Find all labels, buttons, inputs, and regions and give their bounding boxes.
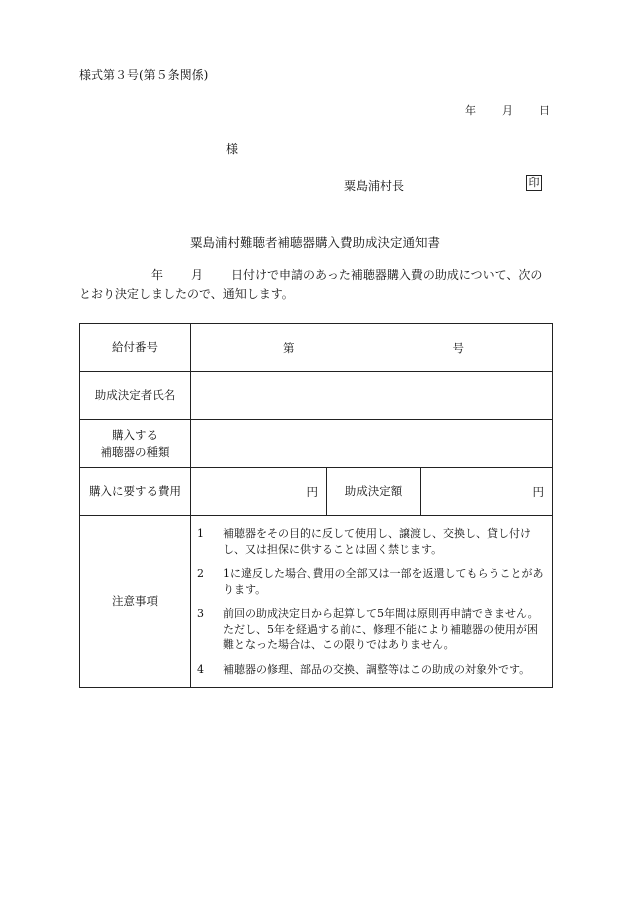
- device-type-field[interactable]: [191, 420, 553, 468]
- grant-form-table: [79, 323, 553, 688]
- recipient-name-field[interactable]: [191, 372, 553, 420]
- body-month-label: 月: [191, 268, 204, 282]
- date-year-label: 年: [465, 104, 476, 117]
- table-row-recipient: [80, 372, 553, 420]
- note-item: [197, 566, 546, 597]
- note-item: [197, 606, 546, 653]
- note-text: 前回の助成決定日から起算して5年間は原則再申請できません。ただし、5年を経過する前に、修理不能により補聴器の使用が困難となった場合は、この限りではありません。: [223, 607, 539, 651]
- grant-number-field[interactable]: [191, 324, 553, 372]
- purchase-cost-field[interactable]: [191, 468, 327, 516]
- seal-mark: 印: [526, 175, 542, 191]
- date-line: [465, 102, 550, 118]
- note-text: 補聴器をその目的に反して使用し、譲渡し、交換し、貸し付けし、又は担保に供することは固く禁じます。: [223, 527, 531, 556]
- note-number: 1: [197, 527, 204, 540]
- note-number: 2: [197, 567, 204, 580]
- device-type-label-line1: 購入する: [112, 427, 158, 442]
- notes-label: 注意事項: [80, 516, 191, 688]
- recipient-name-label: 助成決定者氏名: [80, 372, 191, 420]
- purchase-cost-label: 購入に要する費用: [80, 468, 191, 516]
- body-year-label: 年: [151, 268, 164, 282]
- purchase-cost-unit: 円: [306, 484, 318, 499]
- device-type-label: [80, 420, 191, 468]
- table-row-notes: [80, 516, 553, 688]
- table-row-grant-number: [80, 324, 553, 372]
- form-number: 様式第３号(第５条関係): [79, 68, 209, 82]
- device-type-label-line2: 補聴器の種類: [100, 444, 170, 459]
- note-item: [197, 662, 546, 678]
- grant-number-suffix: 号: [452, 340, 464, 355]
- note-text: 補聴器の修理、部品の交換、調整等はこの助成の対象外です。: [223, 662, 531, 676]
- note-number: 3: [197, 607, 204, 620]
- document-title: 粟島浦村難聴者補聴器購入費助成決定通知書: [189, 235, 440, 250]
- note-item: [197, 526, 546, 557]
- body-paragraph: [79, 266, 552, 304]
- note-number: 4: [197, 662, 204, 676]
- grant-amount-label: 助成決定額: [327, 468, 421, 516]
- grant-amount-unit: 円: [532, 484, 544, 499]
- addressee-suffix: 様: [226, 142, 239, 156]
- issuer-name: 粟島浦村長: [344, 179, 405, 193]
- notes-list: [191, 516, 553, 688]
- grant-amount-field[interactable]: [421, 468, 553, 516]
- table-row-amounts: [80, 468, 553, 516]
- date-day-label: 日: [539, 104, 550, 117]
- note-text: 1に違反した場合､費用の全部又は一部を返還してもらうことがあります。: [223, 567, 544, 596]
- date-month-label: 月: [502, 104, 513, 117]
- grant-number-label: 給付番号: [80, 324, 191, 372]
- body-text: 日付けで申請のあった補聴器購入費の助成について、次のとおり決定しましたので、通知します。: [79, 268, 543, 301]
- grant-number-prefix: 第: [283, 340, 295, 355]
- table-row-device-type: [80, 420, 553, 468]
